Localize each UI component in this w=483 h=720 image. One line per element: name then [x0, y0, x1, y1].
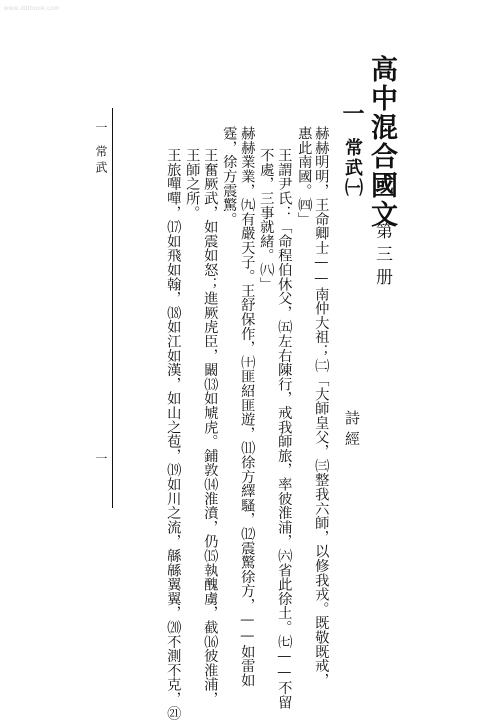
- lesson-title: 常武㈠: [342, 138, 363, 198]
- source-label: 詩經: [343, 410, 361, 452]
- text-column-3: 王謂尹氏：「命程伯休父，㈤左右陳行，戒我師旅，率彼淮浦，㈥省此徐土。㈦——不留: [276, 148, 293, 710]
- margin-top-mark: 一: [94, 121, 108, 137]
- lesson-number-mark: 一: [339, 102, 365, 124]
- margin-bottom-mark: 一: [94, 452, 108, 468]
- margin-section-label: 常武: [94, 145, 108, 177]
- watermark: www.ddlbook.com: [4, 6, 60, 12]
- volume-label: 第三册: [372, 222, 392, 291]
- text-column-9: 王旅嘽嘽，⒄如飛如翰，⒅如江如漢，如山之苞，⒆如川之流，緜緜翼翼，⒇不測不克，㉑: [165, 148, 182, 720]
- text-column-5: 赫赫業業，㈨有嚴天子。王舒保作，㈩匪紹匪遊，⑾徐方繹騷，⑿震驚徐方，——如雷如: [239, 126, 256, 688]
- text-column-1: 赫赫明明，王命卿士——南仲大祖；㈡「大師皇父，㈢整我六師，以修我戎。既敬既戒，: [313, 126, 330, 688]
- text-column-7: 王奮厥武，如震如怒；進厥虎臣，闞⒀如虓虎。鋪敦⒁淮濆，仍⒂執醜虜，截⒃彼淮浦，: [202, 148, 219, 706]
- book-title: 高中混合國文: [366, 55, 397, 229]
- text-column-4: 不處，三事就緒。㈧」: [258, 148, 275, 291]
- text-column-8: 王師之所。: [184, 148, 201, 220]
- text-column-6: 霆，徐方震驚。: [221, 126, 238, 227]
- margin-rule: [112, 108, 113, 508]
- text-column-2: 惠此南國。㈣」: [296, 126, 313, 227]
